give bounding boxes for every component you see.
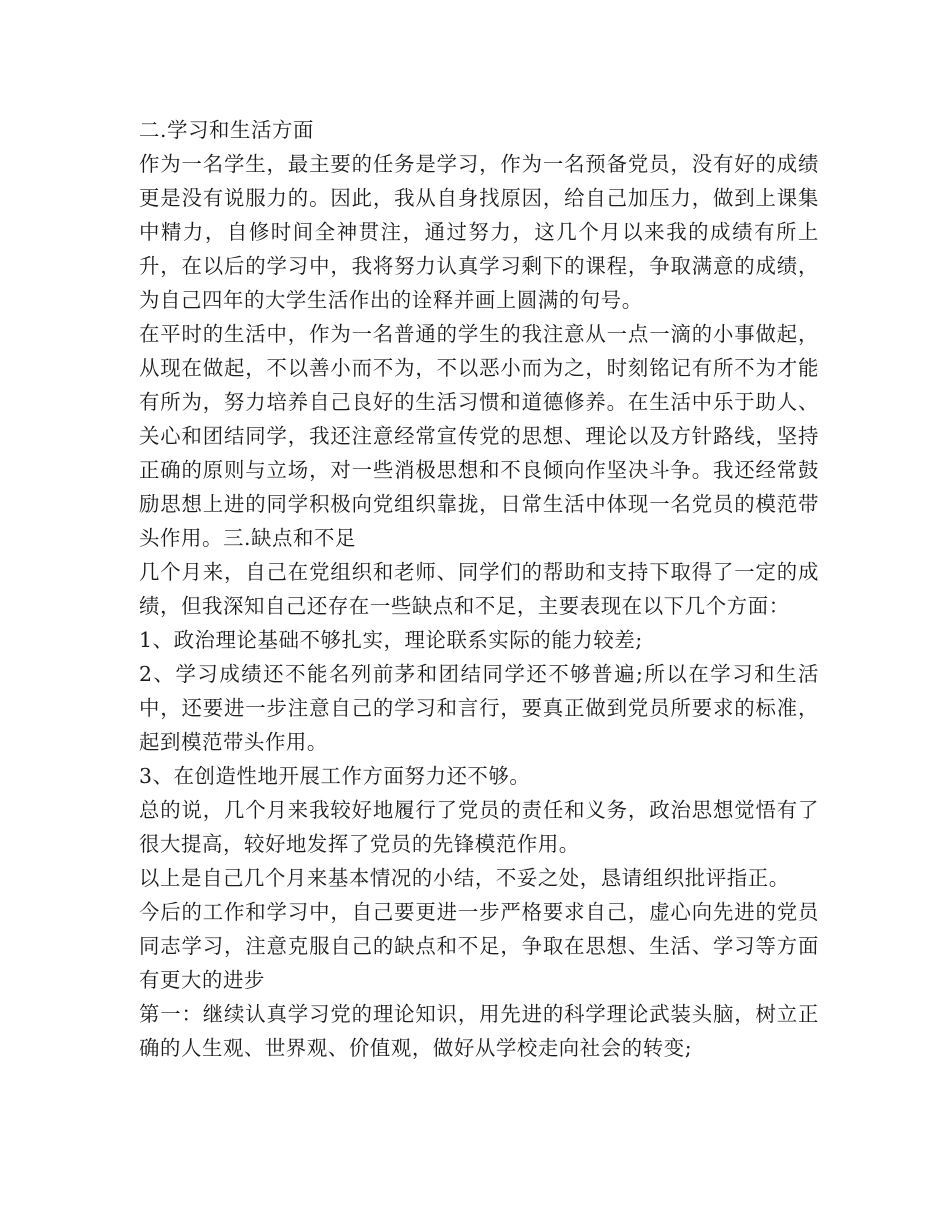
paragraph-summary: 总的说，几个月来我较好地履行了党员的责任和义务，政治思想觉悟有了很大提高，较好地发挥了党员的先锋模范作用。 — [139, 798, 819, 856]
list-item-1: 1、政治理论基础不够扎实，理论联系实际的能力较差; — [139, 628, 643, 652]
paragraph-future: 今后的工作和学习中，自己要更进一步严格要求自己，虚心向先进的党员同志学习，注意克服自己的缺点和不足，争取在思想、生活、学习等方面有更大的进步 — [139, 900, 819, 992]
paragraph-first-point: 第一：继续认真学习党的理论知识，用先进的科学理论武装头脑，树立正确的人生观、世界观、价值观，做好从学校走向社会的转变; — [139, 1002, 819, 1060]
paragraph-conclusion: 以上是自己几个月来基本情况的小结，不妥之处，恳请组织批评指正。 — [139, 866, 790, 890]
paragraph-life: 在平时的生活中，作为一名普通的学生的我注意从一点一滴的小事做起，从现在做起，不以善小而不为，不以恶小而为之，时刻铭记有所不为才能有所为，努力培养自己良好的生活习惯和道德修养。在生活中乐于助人、关心和团结同学，我还注意经常宣传党的思想、理论以及方针路线，坚持正确的原则与立场，对一些消极思想和不良倾向作坚决斗争。我还经常鼓励思想上进的同学积极向党组织靠拢，日常生活中体现一名党员的模范带头作用。三.缺点和不足 — [139, 322, 819, 550]
section-heading-study-life: 二.学习和生活方面 — [139, 118, 315, 142]
paragraph-shortcomings-intro: 几个月来，自己在党组织和老师、同学们的帮助和支持下取得了一定的成绩，但我深知自己还存在一些缺点和不足，主要表现在以下几个方面： — [139, 560, 819, 618]
paragraph-study: 作为一名学生，最主要的任务是学习，作为一名预备党员，没有好的成绩更是没有说服力的。因此，我从自身找原因，给自己加压力，做到上课集中精力，自修时间全神贯注，通过努力，这几个月以来我的成绩有所上升，在以后的学习中，我将努力认真学习剩下的课程，争取满意的成绩，为自己四年的大学生活作出的诠释并画上圆满的句号。 — [139, 152, 819, 312]
document-body — [139, 113, 819, 1065]
list-item-2: 2、学习成绩还不能名列前茅和团结同学还不够普遍;所以在学习和生活中，还要进一步注意自己的学习和言行，要真正做到党员所要求的标准，起到模范带头作用。 — [139, 662, 819, 754]
list-item-3: 3、在创造性地开展工作方面努力还不够。 — [139, 764, 531, 788]
